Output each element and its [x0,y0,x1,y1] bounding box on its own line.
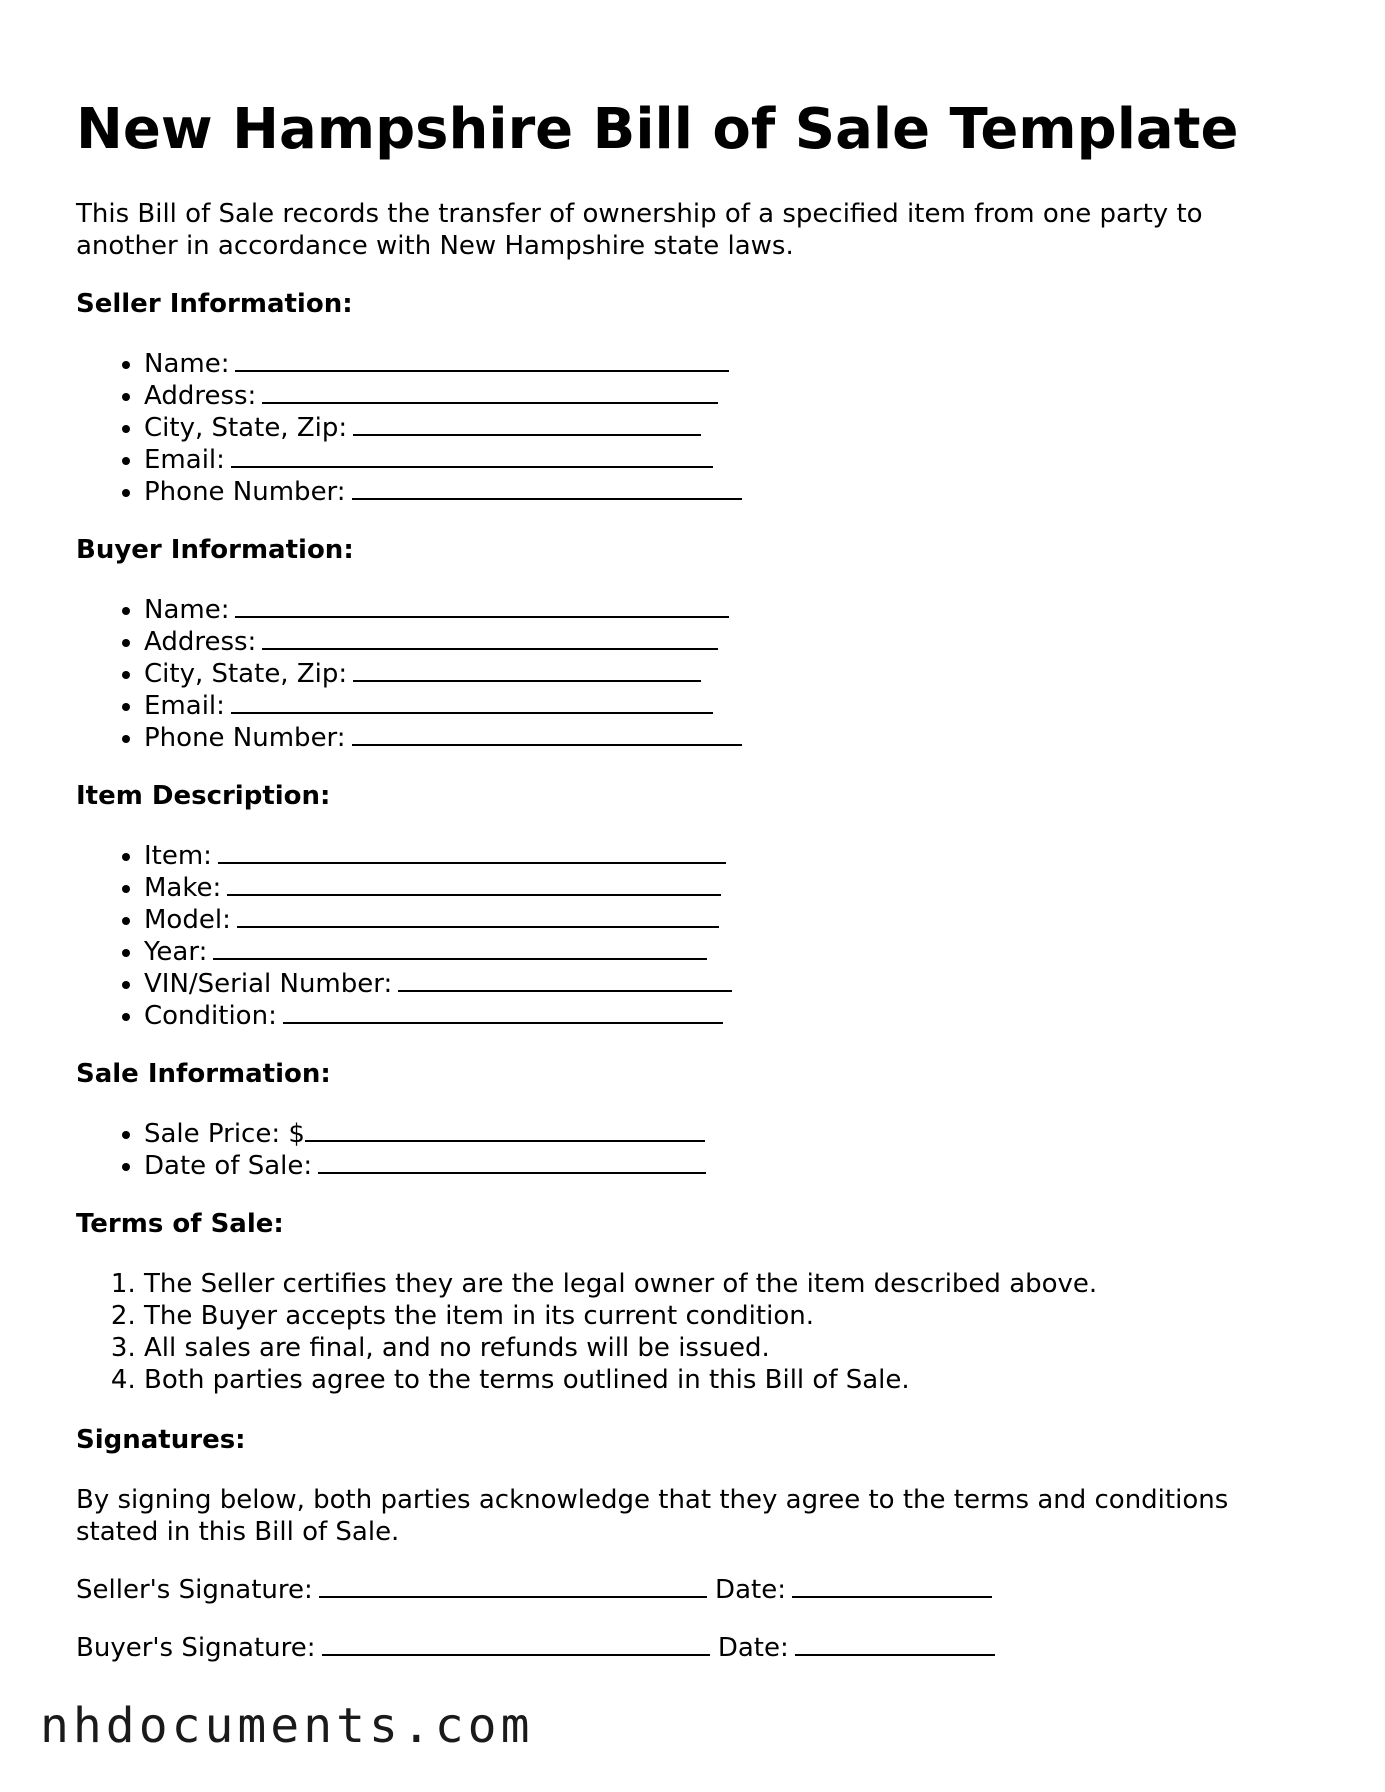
buyer-signature-line: Buyer's Signature: Date: [76,1632,995,1664]
buyer-fields-list [76,594,742,754]
address-blank[interactable] [262,380,718,404]
list-item: • Model: [144,904,732,936]
list-item: • Address: [144,380,742,412]
list-item: 2. The Buyer accepts the item in its current condition. [144,1300,1097,1332]
list-item: • Condition: [144,1000,732,1032]
intro-paragraph: This Bill of Sale records the transfer of ownership of a specified item from one party to another in accordance with New Hampshire state laws. [76,199,1203,261]
name-blank[interactable] [235,348,729,372]
email-blank[interactable] [231,690,713,714]
sale-price-blank[interactable] [305,1118,705,1142]
seller-heading: Seller Information: [76,289,353,319]
sale-heading: Sale Information: [76,1059,331,1089]
list-item: • Phone Number: [144,476,742,508]
year-blank[interactable] [213,936,707,960]
list-item: • Sale Price: $ [144,1118,706,1150]
city-state-zip-blank[interactable] [353,412,701,436]
phone-blank[interactable] [352,722,742,746]
list-item: 4. Both parties agree to the terms outlined in this Bill of Sale. [144,1364,1097,1396]
list-item: • VIN/Serial Number: [144,968,732,1000]
item-blank[interactable] [218,840,726,864]
page-title: New Hampshire Bill of Sale Template [76,97,1239,162]
buyer-date-blank[interactable] [795,1632,995,1656]
list-item: • Address: [144,626,742,658]
terms-heading: Terms of Sale: [76,1209,284,1239]
list-item: • Make: [144,872,732,904]
item-fields-list [76,840,732,1032]
seller-fields-list [76,348,742,508]
name-blank[interactable] [235,594,729,618]
condition-blank[interactable] [283,1000,723,1024]
address-blank[interactable] [262,626,718,650]
list-item: • Email: [144,690,742,722]
email-blank[interactable] [231,444,713,468]
seller-date-blank[interactable] [792,1574,992,1598]
signatures-statement: By signing below, both parties acknowledge that they agree to the terms and conditions stated in this Bill of Sale. [76,1485,1229,1547]
city-state-zip-blank[interactable] [353,658,701,682]
list-item: • Name: [144,594,742,626]
vin-serial-blank[interactable] [398,968,732,992]
seller-signature-line: Seller's Signature: Date: [76,1574,992,1606]
list-item: • Email: [144,444,742,476]
make-blank[interactable] [227,872,721,896]
list-item: • Phone Number: [144,722,742,754]
buyer-signature-blank[interactable] [322,1632,710,1656]
phone-blank[interactable] [352,476,742,500]
list-item: • Item: [144,840,732,872]
terms-list [76,1268,1097,1396]
buyer-heading: Buyer Information: [76,535,354,565]
list-item: • Date of Sale: [144,1150,706,1182]
date-of-sale-blank[interactable] [318,1150,706,1174]
list-item: • City, State, Zip: [144,412,742,444]
model-blank[interactable] [237,904,719,928]
list-item: • Name: [144,348,742,380]
list-item: 3. All sales are final, and no refunds will be issued. [144,1332,1097,1364]
list-item: 1. The Seller certifies they are the legal owner of the item described above. [144,1268,1097,1300]
seller-signature-blank[interactable] [319,1574,707,1598]
list-item: • Year: [144,936,732,968]
footer-website: nhdocuments.com [40,1698,534,1754]
list-item: • City, State, Zip: [144,658,742,690]
sale-fields-list [76,1118,706,1182]
item-heading: Item Description: [76,781,331,811]
signatures-heading: Signatures: [76,1425,246,1455]
